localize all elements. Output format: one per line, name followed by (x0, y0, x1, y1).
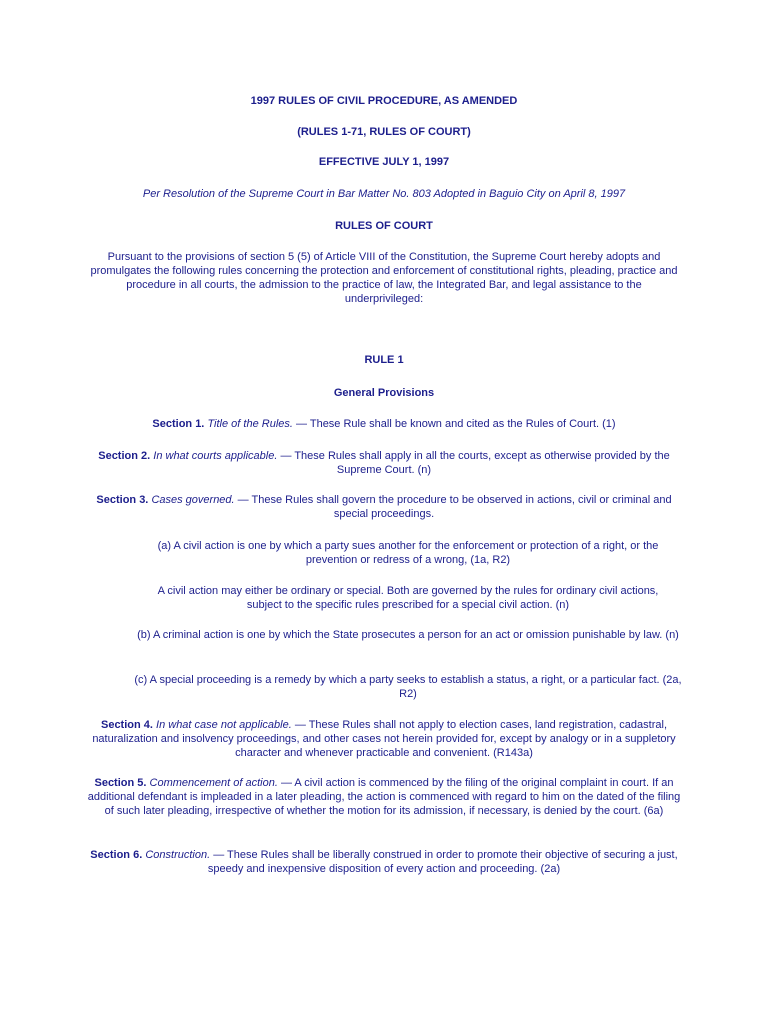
section-3-label: Section 3. (96, 494, 149, 506)
section-1-label: Section 1. (152, 418, 205, 430)
section-5 (86, 776, 682, 818)
section-6-text: — These Rules shall be liberally construed in order to promote their objective of securing a just, speedy and inexpensive disposition of every action and proceeding. (2a) (207, 849, 678, 875)
effective-date: EFFECTIVE JULY 1, 1997 (318, 156, 450, 168)
section-3-clause-c: (c) A special proceeding is a remedy by which a party seeks to establish a status, a right, or a particular fact. (2a, R2) (134, 674, 682, 700)
section-5-label: Section 5. (94, 777, 147, 789)
section-6 (86, 848, 682, 876)
section-1-text: — These Rule shall be known and cited as the Rules of Court. (1) (292, 418, 616, 430)
section-2-text: — These Rules shall apply in all the courts, except as otherwise provided by the Supreme Court. (n) (277, 450, 670, 476)
document-title: 1997 RULES OF CIVIL PROCEDURE, AS AMENDED (250, 95, 518, 107)
rules-of-court-heading: RULES OF COURT (335, 220, 433, 232)
section-3-civil-action-note: A civil action may either be ordinary or special. Both are governed by the rules for ordinary civil actions, subject to the specific rules prescribed for a special civil action. (n) (157, 585, 659, 611)
rule-heading: RULE 1 (364, 354, 404, 366)
section-1 (88, 417, 680, 431)
section-4-title: In what case not applicable. (156, 719, 292, 731)
section-3-title: Cases governed. (151, 494, 235, 506)
section-3-text: — These Rules shall govern the procedure to be observed in actions, civil or criminal and special proceedings. (234, 494, 672, 520)
section-4-label: Section 4. (100, 719, 153, 731)
section-6-label: Section 6. (90, 849, 143, 861)
section-2 (86, 449, 682, 477)
preamble-paragraph: Pursuant to the provisions of section 5 (5) of Article VIII of the Constitution, the Supreme Court hereby adopts and promulgates the following rules concerning the protection and enforcement of constitutional rights, pleading, practice and procedure in all courts, the admission to the practice of law, the Integrated Bar, and legal assistance to the underprivileged: (90, 251, 678, 305)
section-5-text: — A civil action is commenced by the filing of the original complaint in court. If an additional defendant is impleaded in a later pleading, the action is commenced with regard to him on the dated of the filing of such later pleading, irrespective of whether the motion for its admission, if necessary, is denied by the court. (6a) (87, 777, 681, 817)
section-2-title: In what courts applicable. (153, 450, 278, 462)
section-1-title: Title of the Rules. (207, 418, 293, 430)
section-2-label: Section 2. (98, 450, 151, 462)
resolution-note: Per Resolution of the Supreme Court in Bar Matter No. 803 Adopted in Baguio City on April 8, 1997 (142, 188, 626, 200)
document-subtitle: (RULES 1-71, RULES OF COURT) (297, 126, 471, 138)
section-3-clause-b: (b) A criminal action is one by which the State prosecutes a person for an act or omission punishable by law. (n) (137, 629, 679, 641)
section-3-clause-a: (a) A civil action is one by which a party sues another for the enforcement or protection of a right, or the prevention or redress of a wrong, (1a, R2) (157, 540, 659, 566)
section-3 (92, 493, 676, 521)
rule-title: General Provisions (333, 387, 435, 399)
section-4 (86, 718, 682, 760)
section-5-title: Commencement of action. (149, 777, 278, 789)
section-6-title: Construction. (145, 849, 211, 861)
section-4-text: — These Rules shall not apply to election cases, land registration, cadastral, naturalization and insolvency proceedings, and other cases not herein provided for, except by analogy or in a suppletory character and whenever practicable and convenient. (R143a) (92, 719, 676, 759)
